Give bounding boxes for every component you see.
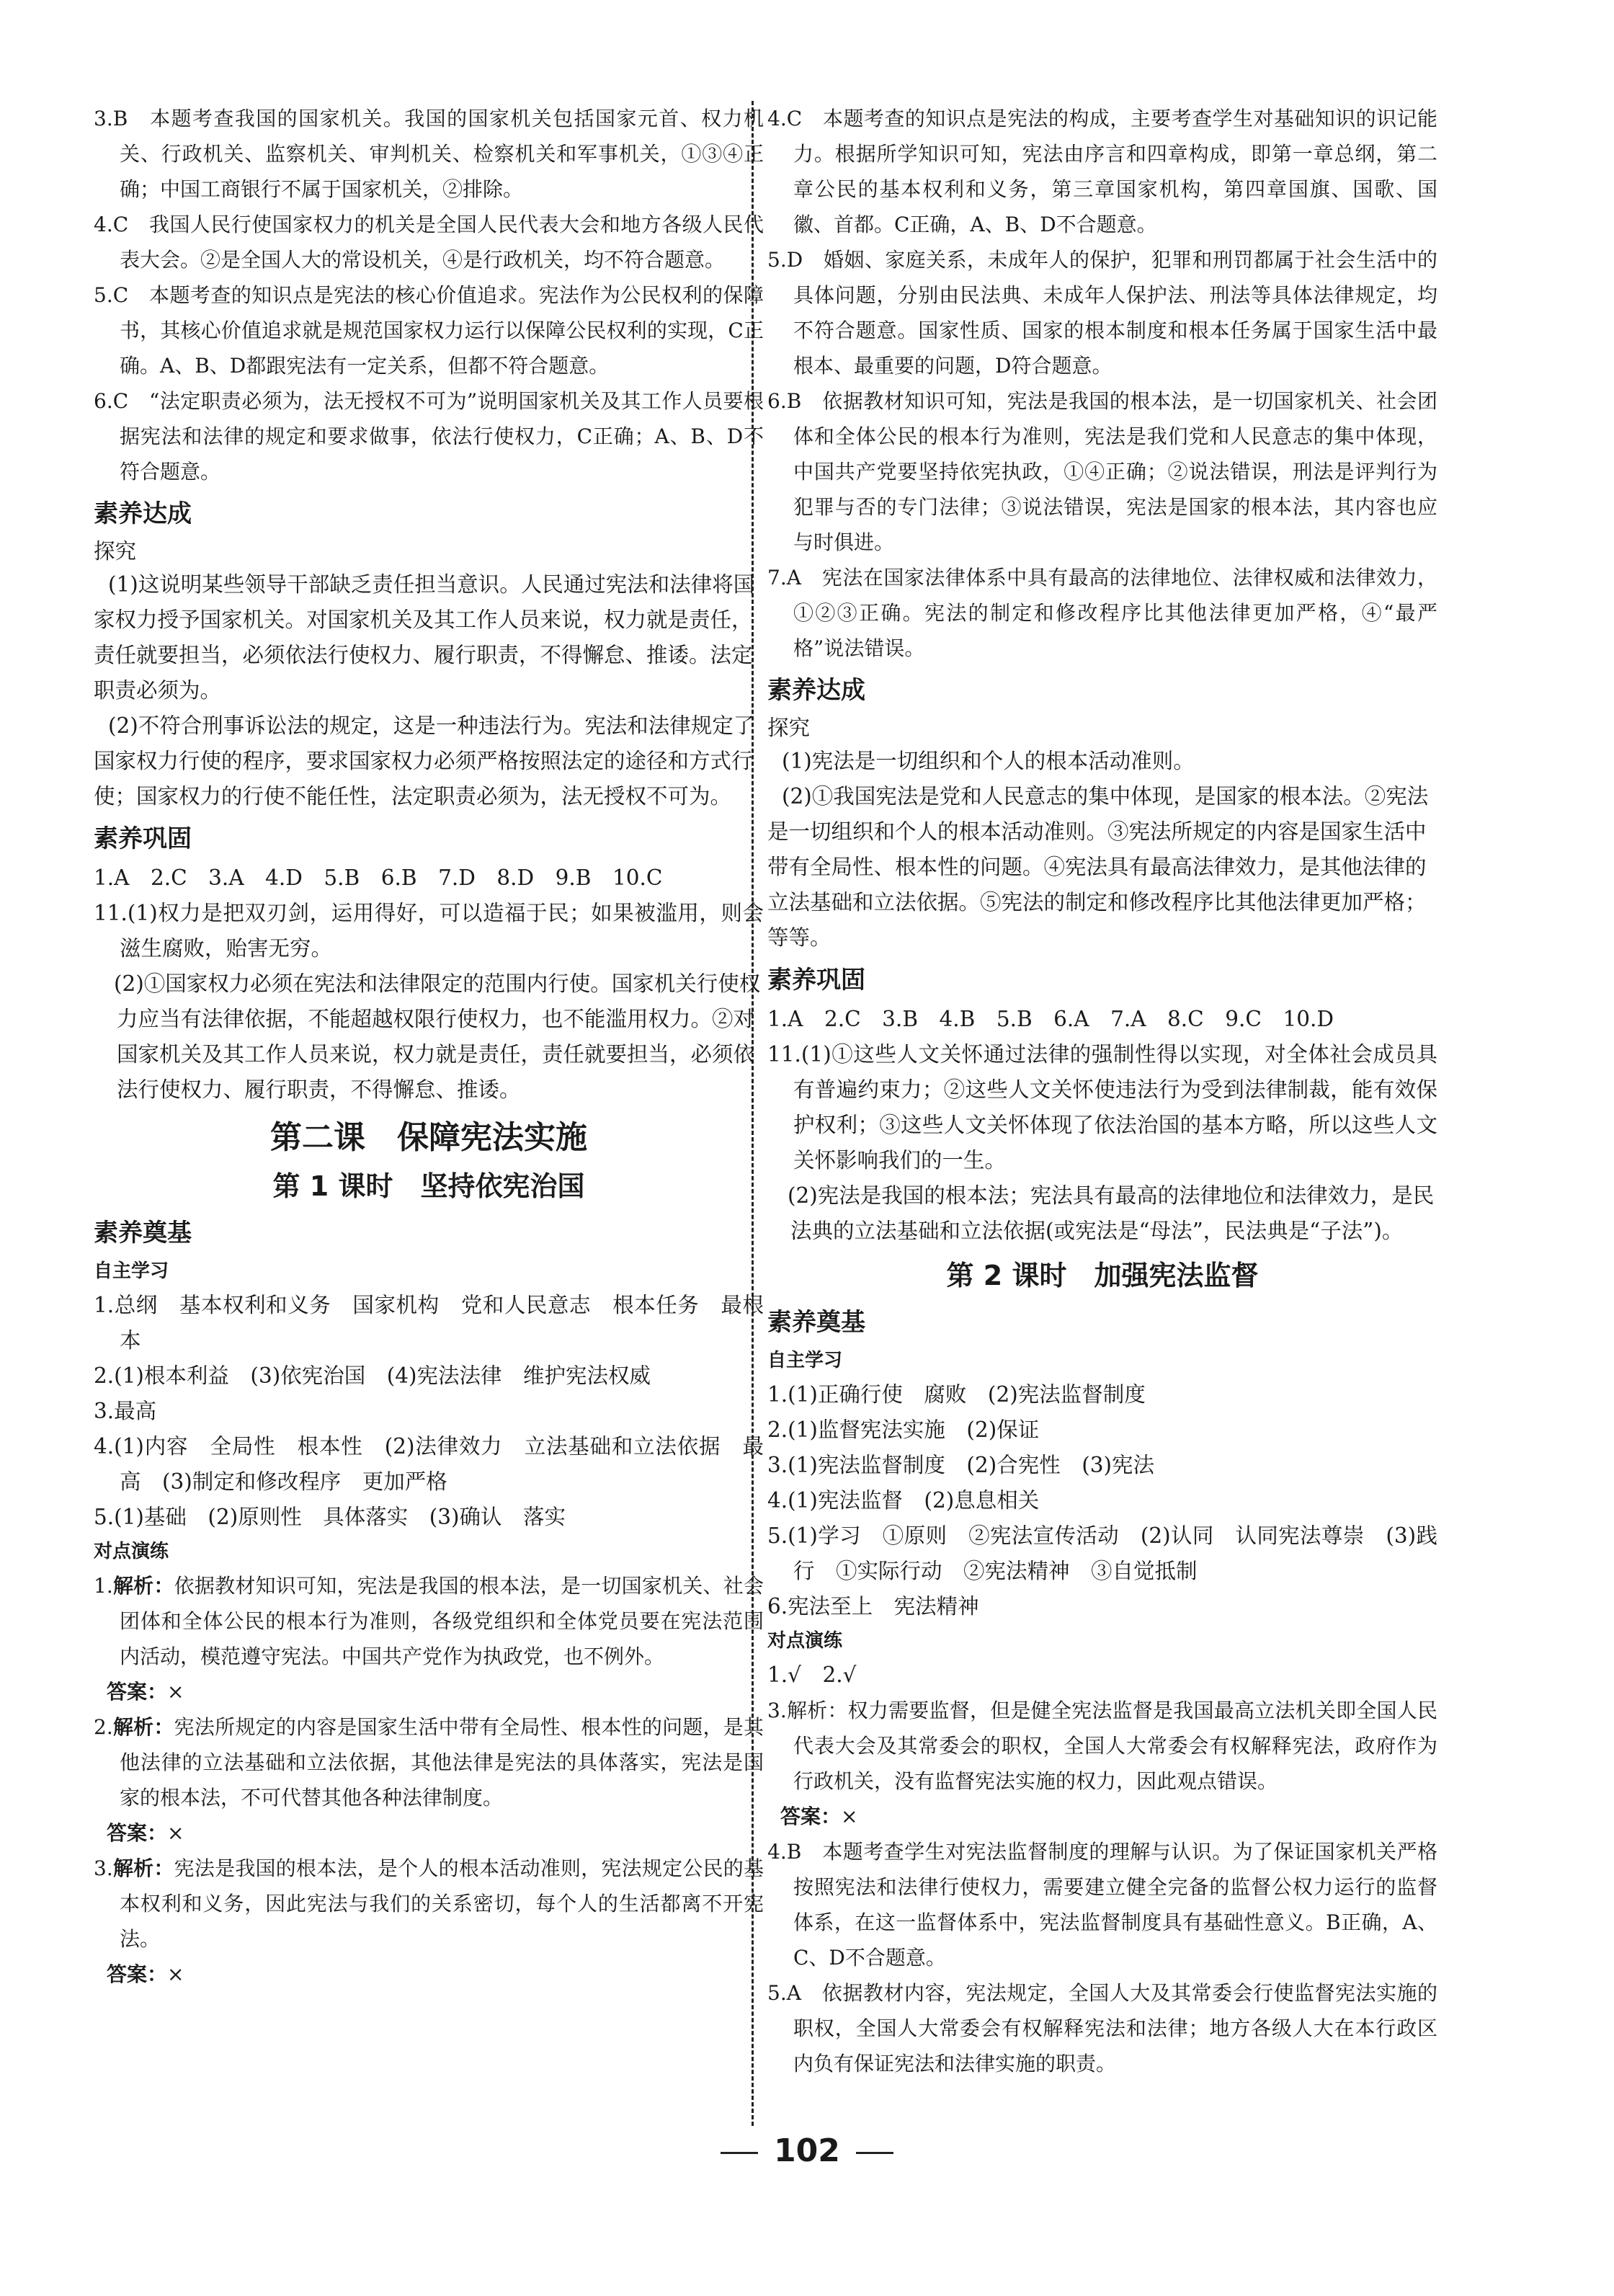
lesson-title: 第二课 保障宪法实施 — [270, 1119, 587, 1156]
period-title: 第 2 课时 加强宪法监督 — [946, 1260, 1259, 1291]
answer-line — [94, 1957, 764, 1992]
footer-dash-left — [721, 2152, 758, 2154]
analysis-number: 3. — [94, 1856, 113, 1880]
answer-line — [767, 1799, 1437, 1834]
question-11-part2: (2)①国家权力必须在宪法和法律限定的范围内行使。国家机关行使权力应当有法律依据，不能超越权限行使权力，也不能滥用权力。②对国家机关及其工作人员来说，权力就是责任，责任就要担当，必须依法行使权力、履行职责，不得懈怠、推诿。 — [114, 971, 761, 1102]
section-heading-sydc: 素养达成 — [94, 499, 192, 528]
analysis-number: 2. — [94, 1715, 113, 1739]
tanjiu-label: 探究 — [94, 539, 137, 564]
answer-label: 答案： — [780, 1805, 842, 1828]
tanjiu-paragraph: (2)不符合刑事诉讼法的规定，这是一种违法行为。宪法和法律规定了国家权力行使的程序，要求国家权力必须严格按照法定的途径和方式行使；国家权力的行使不能任性，法定职责必须为，法无授权不可为。 — [94, 713, 755, 809]
tanjiu-paragraph: (2)①我国宪法是党和人民意志的集中体现，是国家的根本法。②宪法是一切组织和个人的根本活动准则。③宪法所规定的内容是国家生活中带有全局性、根本性的问题。④宪法具有最高法律效力，是其他法律的立法基础和立法依据。⑤宪法的制定和修改程序比其他法律更加严格；等等。 — [767, 784, 1429, 950]
answer-item: 5.D 婚姻、家庭关系，未成年人的保护，犯罪和刑罚都属于社会生活中的具体问题，分别由民法典、未成年人保护法、刑法等具体法律规定，均不符合题意。国家性质、国家的根本制度和根本任务属于国家生活中最根本、最重要的问题，D符合题意。 — [767, 248, 1437, 378]
question-11-part2: (2)宪法是我国的根本法；宪法具有最高的法律地位和法律效力，是民法典的立法基础和立法依据(或宪法是“母法”，民法典是“子法”)。 — [788, 1183, 1435, 1243]
answer-value: × — [167, 1962, 184, 1986]
analysis-item: 3.解析：权力需要监督，但是健全宪法监督是我国最高立法机关即全国人民代表大会及其常委会的职权，全国人大常委会有权解释宪法，政府作为行政机关，没有监督宪法实施的权力，因此观点错误。 — [767, 1699, 1437, 1793]
zizhu-item: 4.(1)内容 全局性 根本性 (2)法律效力 立法基础和立法依据 最高 (3)制定和修改程序 更加严格 — [94, 1434, 764, 1494]
page-number-footer — [0, 2130, 1614, 2173]
section-heading-sygg: 素养巩固 — [94, 824, 192, 853]
analysis-text: 依据教材知识可知，宪法是我国的根本法，是一切国家机关、社会团体和全体公民的根本行为准则，各级党组织和全体党员要在宪法范围内活动，模范遵守宪法。中国共产党作为执政党，也不例外。 — [120, 1574, 764, 1668]
choice-answers: 1.A 2.C 3.B 4.B 5.B 6.A 7.A 8.C 9.C 10.D — [767, 1007, 1334, 1031]
answer-item: 6.C “法定职责必须为，法无授权不可为”说明国家机关及其工作人员要根据宪法和法律的规定和要求做事，依法行使权力，C正确；A、B、D不符合题意。 — [94, 389, 764, 484]
zizhu-item: 2.(1)监督宪法实施 (2)保证 — [767, 1418, 1040, 1442]
analysis-item — [94, 1568, 764, 1674]
zizhu-item: 2.(1)根本利益 (3)依宪治国 (4)宪法法律 维护宪法权威 — [94, 1363, 651, 1388]
left-column — [94, 101, 764, 1992]
answer-value: × — [167, 1680, 184, 1704]
period-title: 第 1 课时 坚持依宪治国 — [272, 1170, 585, 1202]
answer-item: 3.B 本题考查我国的国家机关。我国的国家机关包括国家元首、权力机关、行政机关、监察机关、审判机关、检察机关和军事机关，①③④正确；中国工商银行不属于国家机关，②排除。 — [94, 107, 764, 201]
analysis-number: 1. — [94, 1574, 113, 1598]
zizhu-label: 自主学习 — [767, 1350, 843, 1371]
answer-value: × — [167, 1821, 184, 1845]
answer-label: 答案： — [107, 1962, 168, 1986]
zizhu-item: 4.(1)宪法监督 (2)息息相关 — [767, 1488, 1040, 1513]
right-column — [767, 101, 1437, 2081]
section-heading-sydj: 素养奠基 — [94, 1219, 192, 1247]
answer-item: 4.C 本题考查的知识点是宪法的构成，主要考查学生对基础知识的识记能力。根据所学知识可知，宪法由序言和四章构成，即第一章总纲，第二章公民的基本权利和义务，第三章国家机构，第四章国旗、国歌、国徽、首都。C正确，A、B、D不合题意。 — [767, 107, 1437, 236]
answer-label: 答案： — [107, 1821, 168, 1845]
answer-label: 答案： — [107, 1680, 168, 1704]
choice-answers: 1.A 2.C 3.A 4.D 5.B 6.B 7.D 8.D 9.B 10.C — [94, 866, 663, 890]
zizhu-item: 5.(1)基础 (2)原则性 具体落实 (3)确认 落实 — [94, 1505, 566, 1529]
answer-value: × — [841, 1805, 858, 1828]
analysis-text: 宪法是我国的根本法，是个人的根本活动准则，宪法规定公民的基本权利和义务，因此宪法与我们的关系密切，每个人的生活都离不开宪法。 — [120, 1856, 764, 1951]
answer-line — [94, 1815, 764, 1851]
section-heading-sygg: 素养巩固 — [767, 966, 865, 995]
zizhu-item: 1.总纲 基本权利和义务 国家机构 党和人民意志 根本任务 最根本 — [94, 1293, 764, 1353]
analysis-text: 宪法所规定的内容是国家生活中带有全局性、根本性的问题，是其他法律的立法基础和立法依据，其他法律是宪法的具体落实，宪法是国家的根本法，不可代替其他各种法律制度。 — [120, 1715, 764, 1810]
analysis-label: 解析： — [112, 1715, 174, 1739]
answer-item: 5.C 本题考查的知识点是宪法的核心价值追求。宪法作为公民权利的保障书，其核心价值追求就是规范国家权力运行以保障公民权利的实现，C正确。A、B、D都跟宪法有一定关系，但都不符合题意。 — [94, 283, 764, 378]
answer-item: 7.A 宪法在国家法律体系中具有最高的法律地位、法律权威和法律效力，①②③正确。宪法的制定和修改程序比其他法律更加严格，④“最严格”说法错误。 — [767, 566, 1437, 660]
answer-item: 4.C 我国人民行使国家权力的机关是全国人民代表大会和地方各级人民代表大会。②是全国人大的常设机关，④是行政机关，均不符合题意。 — [94, 213, 764, 272]
answer-item: 5.A 依据教材内容，宪法规定，全国人大及其常委会行使监督宪法实施的职权，全国人大常委会有权解释宪法和法律；地方各级人大在本行政区内负有保证宪法和法律实施的职责。 — [767, 1981, 1437, 2075]
footer-dash-right — [856, 2152, 893, 2154]
zizhu-item: 3.(1)宪法监督制度 (2)合宪性 (3)宪法 — [767, 1453, 1155, 1477]
question-11-part1: 11.(1)①这些人文关怀通过法律的强制性得以实现，对全体社会成员具有普遍约束力；②这些人文关怀使违法行为受到法律制裁，能有效保护权利；③这些人文关怀体现了依法治国的基本方略，所以这些人文关怀影响我们的一生。 — [767, 1042, 1437, 1173]
zizhu-item: 3.最高 — [94, 1399, 157, 1423]
duidian-label: 对点演练 — [94, 1541, 169, 1562]
zizhu-label: 自主学习 — [94, 1260, 169, 1282]
analysis-label: 解析： — [112, 1856, 174, 1880]
duidian-label: 对点演练 — [767, 1630, 843, 1652]
section-heading-sydj: 素养奠基 — [767, 1308, 865, 1337]
answer-item: 4.B 本题考查学生对宪法监督制度的理解与认识。为了保证国家机关严格按照宪法和法律行使权力，需要建立健全完备的监督公权力运行的监督体系，在这一监督体系中，宪法监督制度具有基础性意义。B正确，A、C、D不合题意。 — [767, 1840, 1437, 1970]
zizhu-item: 1.(1)正确行使 腐败 (2)宪法监督制度 — [767, 1382, 1146, 1407]
question-11-part1: 11.(1)权力是把双刃剑，运用得好，可以造福于民；如果被滥用，则会滋生腐败，贻害无穷。 — [94, 901, 764, 961]
analysis-item — [94, 1851, 764, 1957]
duidian-answers: 1.√ 2.√ — [767, 1663, 857, 1687]
zizhu-item: 6.宪法至上 宪法精神 — [767, 1594, 979, 1619]
tanjiu-paragraph: (1)宪法是一切组织和个人的根本活动准则。 — [782, 749, 1195, 773]
analysis-item — [94, 1709, 764, 1815]
tanjiu-label: 探究 — [767, 716, 811, 740]
answer-item: 6.B 依据教材知识可知，宪法是我国的根本法，是一切国家机关、社会团体和全体公民的根本行为准则，宪法是我们党和人民意志的集中体现，中国共产党要坚持依宪执政，①④正确；②说法错误，刑法是评判行为犯罪与否的专门法律；③说法错误，宪法是国家的根本法，其内容也应与时俱进。 — [767, 389, 1437, 554]
analysis-label: 解析： — [112, 1574, 174, 1598]
tanjiu-paragraph: (1)这说明某些领导干部缺乏责任担当意识。人民通过宪法和法律将国家权力授予国家机关。对国家机关及其工作人员来说，权力就是责任，责任就要担当，必须依法行使权力、履行职责，不得懈怠、推诿。法定职责必须为。 — [94, 572, 755, 703]
zizhu-item: 5.(1)学习 ①原则 ②宪法宣传活动 (2)认同 认同宪法尊崇 (3)践行 ①实际行动 ②宪法精神 ③自觉抵制 — [767, 1523, 1437, 1583]
page-number: 102 — [774, 2132, 840, 2169]
answer-line — [94, 1674, 764, 1709]
section-heading-sydc: 素养达成 — [767, 676, 865, 705]
